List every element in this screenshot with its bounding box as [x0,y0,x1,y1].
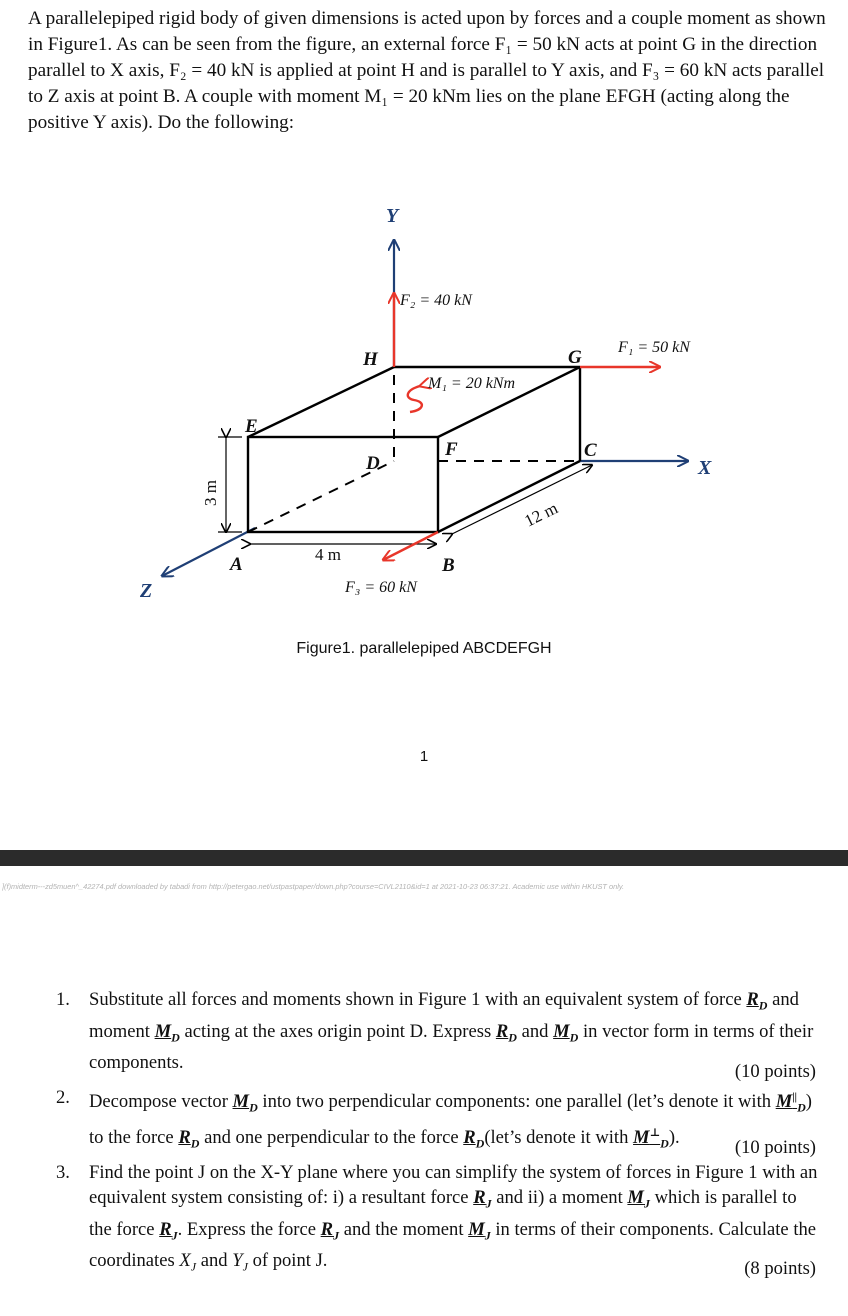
label-point-h: H [363,349,378,370]
figure-caption: Figure1. parallelepiped ABCDEFGH [296,640,552,657]
label-point-f: F [445,439,458,460]
question-1-number: 1. [56,989,70,1010]
label-point-e: E [245,416,258,437]
q1-text-d: and [521,1020,549,1042]
label-axis-x: X [698,457,712,479]
q3-text-g: and [200,1250,228,1272]
label-point-a: A [230,554,243,575]
symbol-rj: $R_J$ [473,1187,492,1211]
q3-text-b: and ii) a moment [496,1187,623,1208]
question-3-points: (8 points) [744,1258,816,1279]
q2-text-e: (let’s denote it with [484,1127,629,1149]
question-1-points: (10 points) [734,1061,816,1082]
q1-text-e: in vector form in terms of their components. [89,1020,814,1074]
question-1-text [89,987,822,1075]
moment-m1-arrow [408,386,422,412]
q1-text-b: and moment [89,989,799,1042]
symbol-rd: $R_D$ [495,1020,517,1045]
symbol-yj: $Y_J$ [232,1250,248,1275]
question-2-points: (10 points) [734,1137,816,1158]
symbol-rd: $R_D$ [463,1127,485,1151]
q3-text-h: of point J. [252,1250,328,1272]
q2-text-d: and one perpendicular to the force [204,1127,459,1149]
figure-svg [0,195,848,645]
question-3-number: 3. [56,1162,70,1183]
q2-text-f: ). [668,1127,680,1149]
label-dim-length: 12 m [521,498,561,531]
symbol-md: $M_D$ [553,1020,579,1045]
label-point-d: D [366,453,380,474]
symbol-xj: $X_J$ [179,1250,197,1275]
symbol-mj: $M_J$ [468,1218,491,1243]
label-force-f2: F₂ = 40 kN [400,292,472,309]
label-point-g: G [568,347,582,368]
symbol-md-perpendicular: $M^\perp_D$ [633,1126,669,1151]
question-3-text [89,1160,822,1280]
question-2-text [89,1085,822,1157]
q3-text-d: . Express the force [177,1218,316,1240]
page-number: 1 [419,748,429,765]
label-axis-z: Z [140,580,153,602]
symbol-md: $M_D$ [154,1020,180,1045]
symbol-md: $M_D$ [232,1091,258,1115]
figure-parallelepiped [0,195,848,685]
q3-text-a: Find the point J on the X-Y plane where you can simplify the system of forces in Figure 1 with an equivalent system consisting of: i) a resultant force [89,1162,818,1208]
q2-text-a: Decompose vector [89,1091,228,1113]
q1-text-a: Substitute all forces and moments shown in Figure 1 with an equivalent system of force [89,989,742,1010]
q2-text-c: ) to the force [89,1091,812,1149]
q1-text-c: acting at the axes origin point D. Express [184,1020,492,1042]
force-f3-arrow [383,532,438,560]
symbol-rj: $R_J$ [320,1218,340,1243]
question-2-number: 2. [56,1087,70,1108]
dimension-lines [218,437,592,544]
symbol-mj: $M_J$ [627,1187,650,1211]
question-3 [56,1160,822,1280]
label-force-f3: F₃ = 60 kN [345,579,417,596]
symbol-rj: $R_J$ [159,1218,178,1243]
page-separator [0,850,848,866]
download-watermark: ](f)midterm---zd5muen^_42274.pdf downloaded by tabadi from http://petergao.net/ustpastpaper/down.php?course=CIVL2110&id=1 at 2021-10-23 06:37:21. Academic use within HKUST only. [2,882,625,891]
symbol-rd: $R_D$ [746,989,768,1013]
label-point-c: C [584,440,597,461]
q3-text-c: which is parallel to the force [89,1187,797,1240]
q3-text-f: in terms of their components. Calculate the coordinates [89,1218,817,1272]
symbol-md-parallel: $M^{||}_D$ [775,1091,806,1115]
question-2 [56,1085,822,1157]
label-axis-y: Y [386,205,399,227]
problem-intro: A parallelepiped rigid body of given dimensions is acted upon by forces and a couple moment as shown in Figure1. As can be seen from the figure, an external force F₁ = 50 kN acts at point G in the direction parallel to X axis, F₂ = 40 kN is applied at point H and is parallel to Y axis, and F₃ = 60 kN acts parallel to Z axis at point B. A couple with moment M₁ = 20 kNm lies on the plane EFGH (acting along the positive Y axis). Do the following: [28,8,826,133]
label-dim-height: 3 m [201,480,220,506]
label-dim-width: 4 m [315,545,341,564]
q2-text-b: into two perpendicular components: one parallel (let’s denote it with [262,1091,772,1113]
label-force-f1: F₁ = 50 kN [618,339,690,356]
question-1 [56,987,822,1075]
q3-text-e: and the moment [343,1218,464,1240]
label-point-b: B [442,555,455,576]
symbol-rd: $R_D$ [178,1127,200,1151]
label-moment-m1: M₁ = 20 kNm [428,375,516,392]
